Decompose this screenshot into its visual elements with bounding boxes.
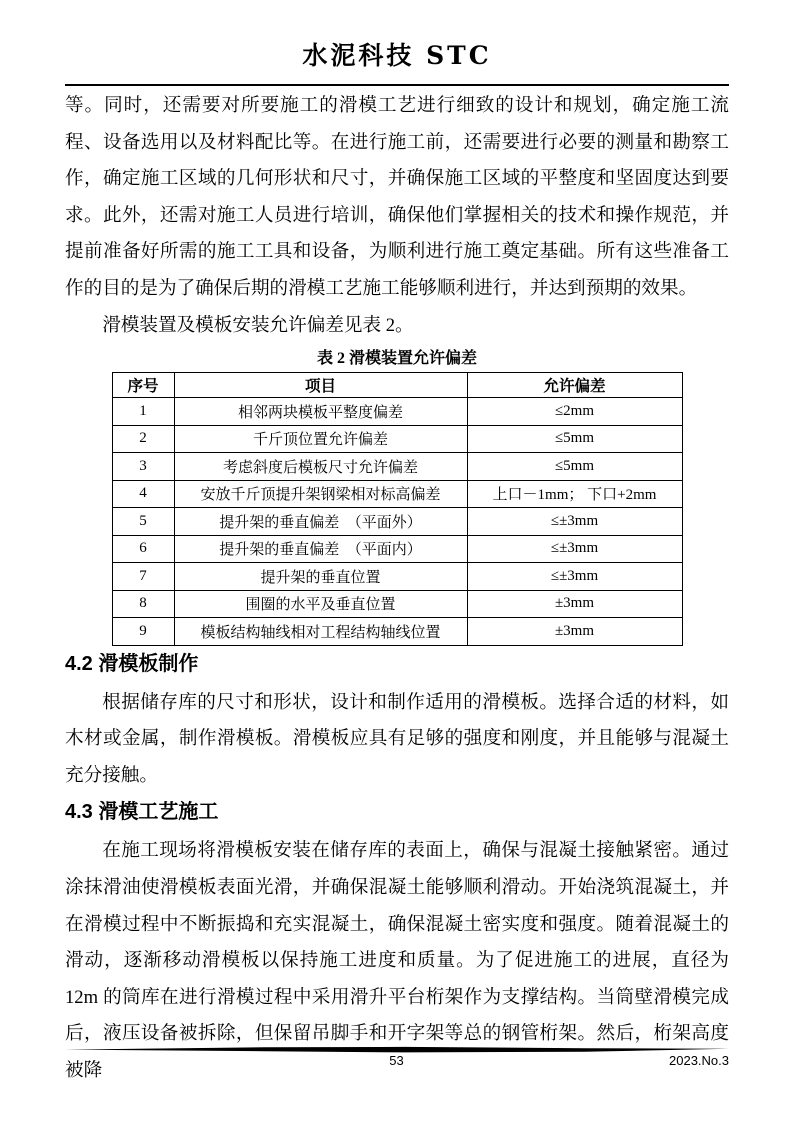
table-cell: ≤5mm xyxy=(467,425,682,453)
table-row xyxy=(112,398,682,426)
table-body xyxy=(112,398,682,646)
journal-title: 水泥科技 STC xyxy=(302,41,492,70)
table-header-cell-tolerance: 允许偏差 xyxy=(467,373,682,398)
table-row xyxy=(112,480,682,508)
table-cell: 9 xyxy=(112,618,174,646)
table-cell: ≤±3mm xyxy=(467,535,682,563)
table-cell: ±3mm xyxy=(467,590,682,618)
table-cell: 提升架的垂直偏差 （平面外） xyxy=(174,508,467,536)
table-cell: 1 xyxy=(112,398,174,426)
table-row xyxy=(112,563,682,591)
table-cell: 5 xyxy=(112,508,174,536)
issue-number: 2023.No.3 xyxy=(669,1053,729,1068)
table-cell: 8 xyxy=(112,590,174,618)
table-cell: 相邻两块模板平整度偏差 xyxy=(174,398,467,426)
table-row xyxy=(112,453,682,481)
table-cell: ≤±3mm xyxy=(467,563,682,591)
table-cell: ≤±3mm xyxy=(467,508,682,536)
table-cell: 考虑斜度后模板尺寸允许偏差 xyxy=(174,453,467,481)
table-header-row xyxy=(112,373,682,398)
table-header-cell-item: 项目 xyxy=(174,373,467,398)
table-row xyxy=(112,535,682,563)
table-caption: 表 2 滑模装置允许偏差 xyxy=(316,350,477,368)
paragraph-table-reference: 滑模装置及模板安装允许偏差见表 2。 xyxy=(102,314,414,336)
table-cell: 提升架的垂直位置 xyxy=(174,563,467,591)
table-cell: ≤2mm xyxy=(467,398,682,426)
table-cell: 6 xyxy=(112,535,174,563)
table-cell: 提升架的垂直偏差 （平面内） xyxy=(174,535,467,563)
section-heading-4-2: 4.2 滑模板制作 xyxy=(65,652,199,675)
table-row xyxy=(112,590,682,618)
table-row xyxy=(112,618,682,646)
table-cell: 2 xyxy=(112,425,174,453)
table-row xyxy=(112,425,682,453)
paragraph-preparation: 等。同时，还需要对所要施工的滑模工艺进行细致的设计和规划，确定施工流程、设备选用以及材料配比等。在进行施工前，还需要进行必要的测量和勘察工作，确定施工区域的几何形状和尺寸，并确保施工区域的平整度和坚固度达到要求。此外，还需对施工人员进行培训，确保他们掌握相关的技术和操作规范，并提前准备好所需的施工工具和设备，为顺利进行施工奠定基础。所有这些准备工作的目的是为了确保后期的滑模工艺施工能够顺利进行，并达到预期的效果。 xyxy=(65,95,729,299)
table-cell: 4 xyxy=(112,480,174,508)
page-number: 53 xyxy=(389,1053,404,1068)
table-cell: ≤5mm xyxy=(467,453,682,481)
table-cell: 7 xyxy=(112,563,174,591)
table-cell: 3 xyxy=(112,453,174,481)
table-cell: 围圈的水平及垂直位置 xyxy=(174,590,467,618)
table-row xyxy=(112,508,682,536)
table-cell: 模板结构轴线相对工程结构轴线位置 xyxy=(174,618,467,646)
table-cell: 千斤顶位置允许偏差 xyxy=(174,425,467,453)
table-cell: 上口－1mm； 下口+2mm xyxy=(467,480,682,508)
paragraph-slipform-construction: 在施工现场将滑模板安装在储存库的表面上，确保与混凝土接触紧密。通过涂抹滑油使滑模板表面光滑，并确保混凝土能够顺利滑动。开始浇筑混凝土，并在滑模过程中不断振捣和充实混凝土，确保混凝土密实度和强度。随着混凝土的滑动，逐渐移动滑模板以保持施工进度和质量。为了促进施工的进展，直径为 12m 的筒库在进行滑模过程中采用滑升平台桁架作为支撑结构。当筒壁滑模完成后，液压设备被拆除，但保留吊脚手和开字架等总的钢管桁架。然后，桁架高度被降 xyxy=(65,840,729,1081)
section-heading-4-3: 4.3 滑模工艺施工 xyxy=(65,801,219,824)
header-divider xyxy=(65,84,729,86)
deviation-table xyxy=(112,372,683,646)
paragraph-formwork-fabrication: 根据储存库的尺寸和形状，设计和制作适用的滑模板。选择合适的材料，如木材或金属，制作滑模板。滑模板应具有足够的强度和刚度，并且能够与混凝土充分接触。 xyxy=(65,691,729,786)
table-header-cell-index: 序号 xyxy=(112,373,174,398)
table-cell: ±3mm xyxy=(467,618,682,646)
table-cell: 安放千斤顶提升架钢梁相对标高偏差 xyxy=(174,480,467,508)
